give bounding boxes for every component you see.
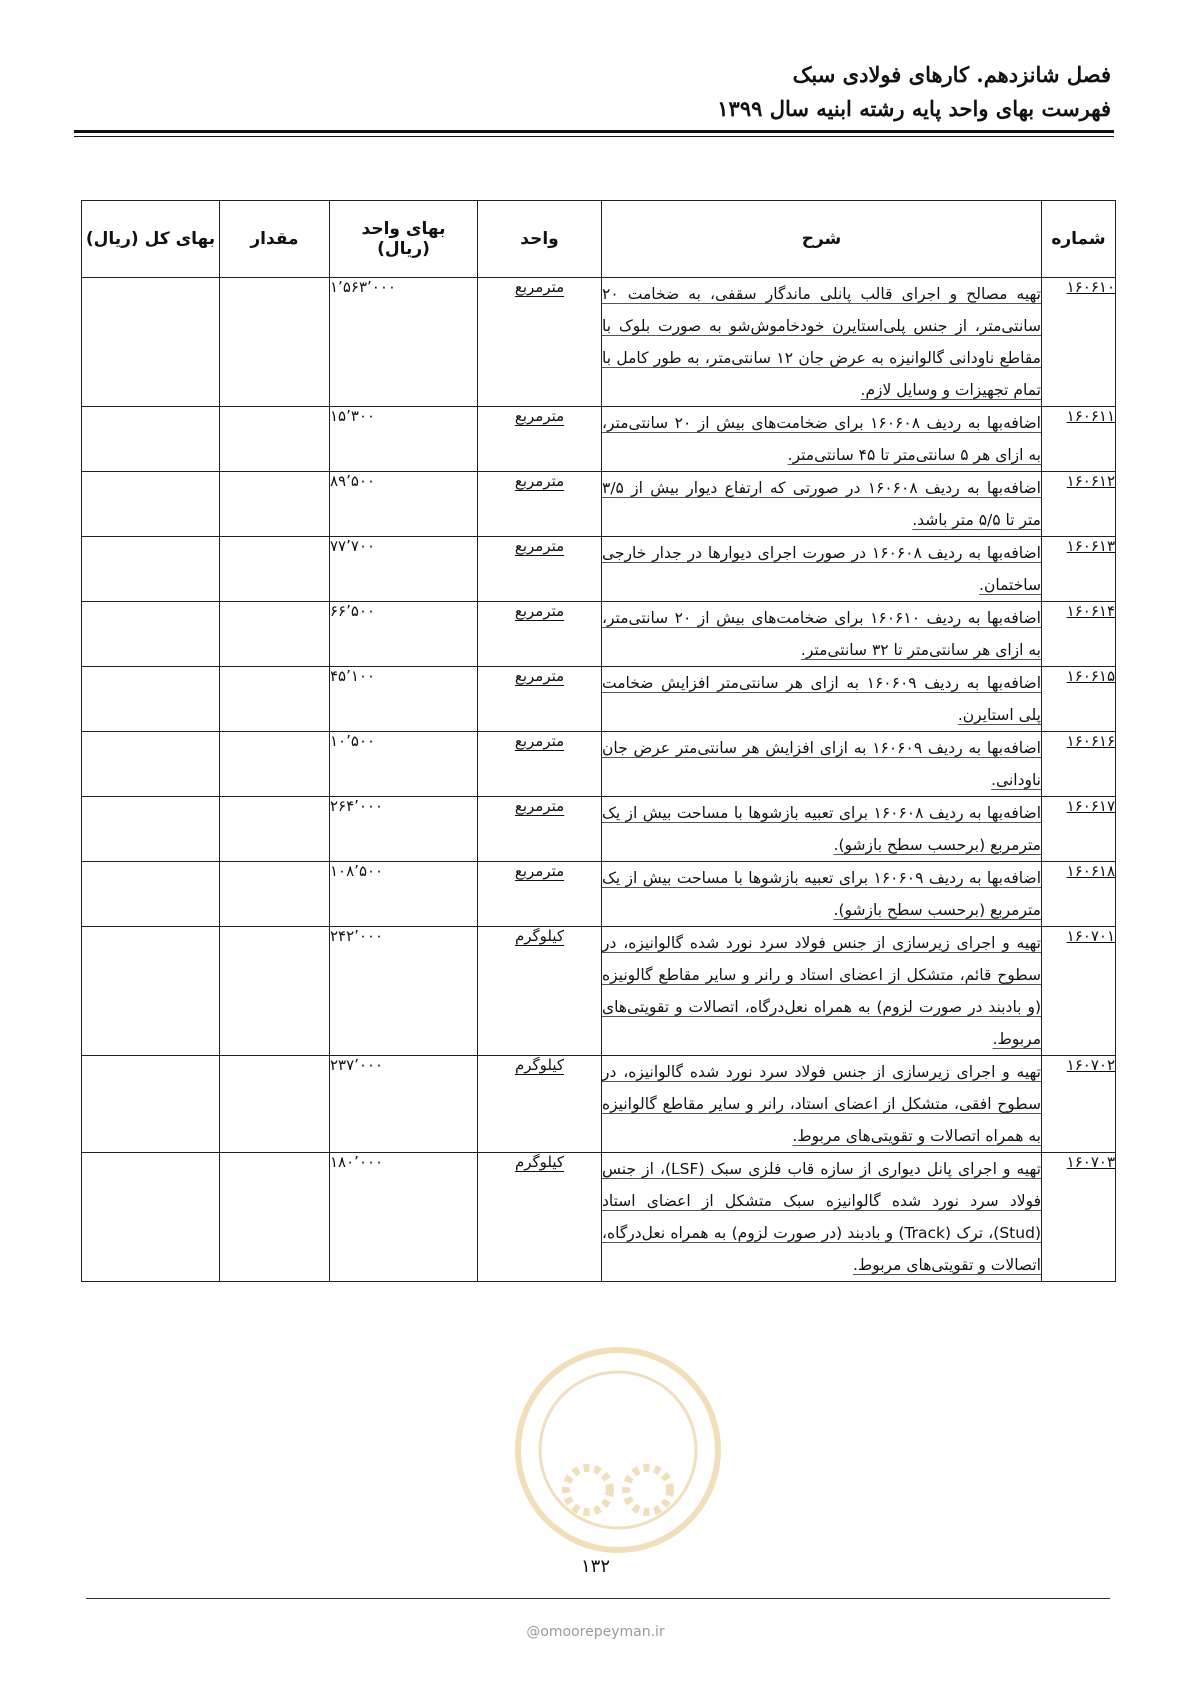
item-unit-price: ۴۵٬۱۰۰ [330, 667, 478, 732]
item-unit-price: ۶۶٬۵۰۰ [330, 602, 478, 667]
item-quantity[interactable] [220, 732, 330, 797]
item-number: ۱۶۰۷۰۲ [1042, 1056, 1116, 1153]
item-quantity[interactable] [220, 537, 330, 602]
item-description: اضافه‌بها به ردیف ۱۶۰۶۰۸ برای ضخامت‌های بیش از ۲۰ سانتی‌متر، به ازای هر ۵ سانتی‌متر تا ۴۵ سانتی‌متر. [602, 407, 1042, 472]
item-total-price [82, 472, 220, 537]
table-row [82, 732, 1116, 797]
table-row [82, 278, 1116, 407]
item-unit: مترمربع [478, 862, 602, 927]
item-unit-price: ۸۹٬۵۰۰ [330, 472, 478, 537]
header-unit-price-line1: بهای واحد [361, 219, 446, 239]
header-rule-thin [74, 136, 1114, 137]
table-row [82, 472, 1116, 537]
header-description: شرح [602, 201, 1042, 278]
item-total-price [82, 537, 220, 602]
item-total-price [82, 927, 220, 1056]
item-description: اضافه‌بها به ردیف ۱۶۰۶۰۸ برای تعبیه بازشوها با مساحت بیش از یک مترمربع (برحسب سطح بازشو). [602, 797, 1042, 862]
header-total-price: بهای کل (ریال) [82, 201, 220, 278]
item-description: تهیه و اجرای زیرسازی از جنس فولاد سرد نورد شده گالوانیزه، در سطوح افقی، متشکل از اعضای استاد، رانر و سایر مقاطع گالوانیزه به همراه اتصالات و تقویتی‌های مربوط. [602, 1056, 1042, 1153]
chapter-title: فصل شانزدهم. کارهای فولادی سبک [792, 62, 1111, 87]
item-unit-price: ۱٬۵۶۳٬۰۰۰ [330, 278, 478, 407]
page-number: ۱۳۲ [580, 1556, 610, 1577]
item-unit-price: ۱۰٬۵۰۰ [330, 732, 478, 797]
item-quantity[interactable] [220, 1153, 330, 1282]
item-total-price [82, 278, 220, 407]
item-description: اضافه‌بها به ردیف ۱۶۰۶۰۹ به ازای افزایش هر سانتی‌متر عرض جان ناودانی. [602, 732, 1042, 797]
item-description: تهیه و اجرای پانل دیواری از سازه قاب فلزی سبک (LSF)، از جنس فولاد سرد نورد شده گالوانیزه سبک متشکل از اعضای استاد (Stud)، ترک (Track) و بادبند (در صورت لزوم) به همراه نعل‌درگاه، اتصالات و تقویتی‌های مربوط. [602, 1153, 1042, 1282]
table-row [82, 602, 1116, 667]
watermark-text: @omoorepeyman.ir [526, 1624, 665, 1640]
item-unit: مترمربع [478, 602, 602, 667]
item-unit: کیلوگرم [478, 927, 602, 1056]
item-number: ۱۶۰۷۰۱ [1042, 927, 1116, 1056]
table-row [82, 862, 1116, 927]
item-unit: مترمربع [478, 537, 602, 602]
item-description: اضافه‌بها به ردیف ۱۶۰۶۰۸ در صورت اجرای دیوارها در جدار خارجی ساختمان. [602, 537, 1042, 602]
item-quantity[interactable] [220, 602, 330, 667]
watermark-seal [508, 1340, 728, 1560]
item-unit: مترمربع [478, 732, 602, 797]
table-row [82, 1056, 1116, 1153]
item-total-price [82, 1153, 220, 1282]
header-number: شماره [1042, 201, 1116, 278]
item-unit-price: ۱۰۸٬۵۰۰ [330, 862, 478, 927]
item-total-price [82, 667, 220, 732]
item-quantity[interactable] [220, 472, 330, 537]
item-unit-price: ۲۶۴٬۰۰۰ [330, 797, 478, 862]
item-unit: مترمربع [478, 667, 602, 732]
item-quantity[interactable] [220, 862, 330, 927]
header-rule-thick [74, 130, 1114, 133]
item-unit: مترمربع [478, 472, 602, 537]
item-number: ۱۶۰۶۱۱ [1042, 407, 1116, 472]
item-quantity[interactable] [220, 927, 330, 1056]
page-header [71, 58, 1111, 126]
item-description: تهیه و اجرای زیرسازی از جنس فولاد سرد نورد شده گالوانیزه، در سطوح قائم، متشکل از اعضای استاد و رانر و سایر مقاطع گالونیزه (و بادبند در صورت لزوم) به همراه نعل‌درگاه، اتصالات و تقویتی‌های مربوط. [602, 927, 1042, 1056]
item-unit-price: ۱۸۰٬۰۰۰ [330, 1153, 478, 1282]
item-quantity[interactable] [220, 278, 330, 407]
item-number: ۱۶۰۶۱۶ [1042, 732, 1116, 797]
item-description: اضافه‌بها به ردیف ۱۶۰۶۰۹ به ازای هر سانتی‌متر افزایش ضخامت پلی استایرن. [602, 667, 1042, 732]
item-description: اضافه‌بها به ردیف ۱۶۰۶۰۹ برای تعبیه بازشوها با مساحت بیش از یک مترمربع (برحسب سطح بازشو). [602, 862, 1042, 927]
item-unit: مترمربع [478, 797, 602, 862]
item-number: ۱۶۰۶۱۷ [1042, 797, 1116, 862]
item-total-price [82, 407, 220, 472]
price-list-title: فهرست بهای واحد پایه رشته ابنیه سال ۱۳۹۹ [717, 96, 1111, 121]
item-number: ۱۶۰۷۰۳ [1042, 1153, 1116, 1282]
item-description: تهیه مصالح و اجرای قالب پانلی ماندگار سقفی، به ضخامت ۲۰ سانتی‌متر، از جنس پلی‌استایرن خودخاموش‌شو به صورت بلوک با مقاطع ناودانی گالوانیزه به عرض جان ۱۲ سانتی‌متر، به طور کامل با تمام تجهیزات و وسایل لازم. [602, 278, 1042, 407]
table-row [82, 407, 1116, 472]
table-row [82, 537, 1116, 602]
header-quantity: مقدار [220, 201, 330, 278]
price-items-table [81, 200, 1116, 1282]
table-header-row [82, 201, 1116, 278]
item-number: ۱۶۰۶۱۸ [1042, 862, 1116, 927]
item-description: اضافه‌بها به ردیف ۱۶۰۶۰۸ در صورتی که ارتفاع دیوار بیش از ۳/۵ متر تا ۵/۵ متر باشد. [602, 472, 1042, 537]
item-unit-price: ۱۵٬۳۰۰ [330, 407, 478, 472]
item-unit-price: ۲۴۲٬۰۰۰ [330, 927, 478, 1056]
item-unit: مترمربع [478, 407, 602, 472]
table-row [82, 927, 1116, 1056]
footer-rule [86, 1598, 1110, 1599]
item-number: ۱۶۰۶۱۳ [1042, 537, 1116, 602]
item-unit: مترمربع [478, 278, 602, 407]
item-total-price [82, 602, 220, 667]
item-quantity[interactable] [220, 667, 330, 732]
table-row [82, 1153, 1116, 1282]
item-total-price [82, 797, 220, 862]
item-number: ۱۶۰۶۱۰ [1042, 278, 1116, 407]
table-row [82, 797, 1116, 862]
item-description: اضافه‌بها به ردیف ۱۶۰۶۱۰ برای ضخامت‌های بیش از ۲۰ سانتی‌متر، به ازای هر سانتی‌متر تا ۳۲ سانتی‌متر. [602, 602, 1042, 667]
item-total-price [82, 1056, 220, 1153]
item-number: ۱۶۰۶۱۵ [1042, 667, 1116, 732]
item-number: ۱۶۰۶۱۲ [1042, 472, 1116, 537]
item-total-price [82, 862, 220, 927]
item-unit: کیلوگرم [478, 1153, 602, 1282]
header-unit: واحد [478, 201, 602, 278]
header-unit-price [330, 201, 478, 278]
item-unit-price: ۲۳۷٬۰۰۰ [330, 1056, 478, 1153]
item-total-price [82, 732, 220, 797]
table-row [82, 667, 1116, 732]
item-quantity[interactable] [220, 407, 330, 472]
item-unit: کیلوگرم [478, 1056, 602, 1153]
header-unit-price-line2: (ریال) [377, 239, 430, 259]
item-quantity[interactable] [220, 1056, 330, 1153]
item-number: ۱۶۰۶۱۴ [1042, 602, 1116, 667]
item-quantity[interactable] [220, 797, 330, 862]
item-unit-price: ۷۷٬۷۰۰ [330, 537, 478, 602]
